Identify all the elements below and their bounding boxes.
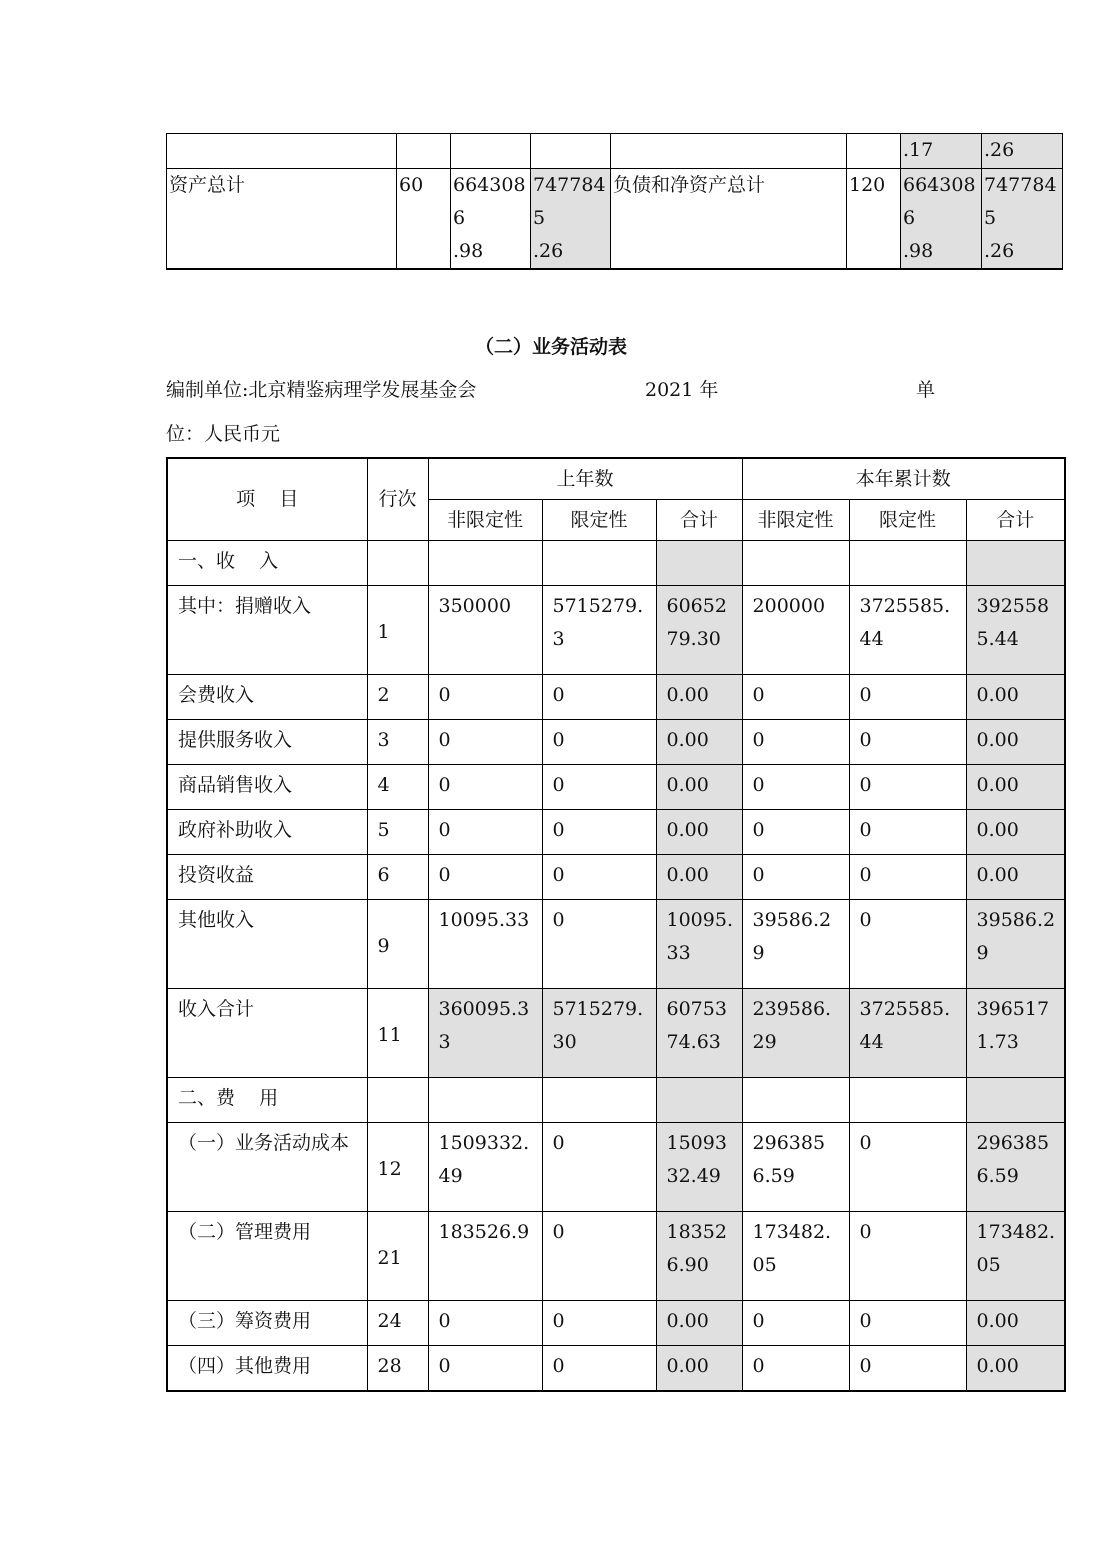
row-value-p-u: 0: [428, 720, 542, 765]
row-value-c-r: 0: [849, 1123, 966, 1212]
header-line: 行次: [367, 458, 428, 541]
table-cell: [847, 134, 901, 169]
table-cell: 120: [847, 169, 901, 270]
row-line-number: 4: [367, 765, 428, 810]
row-value-c-u: 173482.05: [742, 1212, 849, 1301]
cell-line: .26: [984, 240, 1015, 262]
table-cell: [982, 169, 1063, 270]
compiling-unit: [166, 375, 476, 405]
table-cell: [167, 134, 397, 169]
table-cell: [531, 169, 611, 270]
row-line-number: 6: [367, 855, 428, 900]
row-value-c-t: 0.00: [966, 1346, 1065, 1392]
row-value-p-r: 5715279.3: [542, 586, 656, 675]
table-row: [167, 1212, 1065, 1301]
row-item: （一）业务活动成本: [167, 1123, 367, 1212]
row-value-p-u: [428, 541, 542, 586]
row-value-p-t: 0.00: [656, 1346, 742, 1392]
row-value-c-u: 0: [742, 855, 849, 900]
row-value-c-r: 0: [849, 855, 966, 900]
cell-line: .98: [453, 240, 484, 262]
row-value-c-r: 0: [849, 810, 966, 855]
row-value-c-r: 0: [849, 675, 966, 720]
row-line-number: 12: [367, 1123, 428, 1212]
row-line-number: 9: [367, 900, 428, 989]
row-value-c-u: 39586.29: [742, 900, 849, 989]
row-value-c-t: 0.00: [966, 810, 1065, 855]
row-line-number: 21: [367, 1212, 428, 1301]
table-row: [167, 675, 1065, 720]
table-row: [167, 169, 1063, 270]
row-line-number: 28: [367, 1346, 428, 1392]
cell-line: .26: [533, 240, 564, 262]
row-value-p-t: 0.00: [656, 1301, 742, 1346]
table-cell: .26: [982, 134, 1063, 169]
table-row: [167, 1078, 1065, 1123]
table-row: [167, 855, 1065, 900]
row-item: 提供服务收入: [167, 720, 367, 765]
row-value-p-t: 0.00: [656, 810, 742, 855]
row-line-number: 24: [367, 1301, 428, 1346]
row-value-p-u: [428, 1078, 542, 1123]
table-row: [167, 810, 1065, 855]
unit-prefix: 编制单位:: [166, 379, 249, 401]
row-line-number: [367, 1078, 428, 1123]
row-line-number: 1: [367, 586, 428, 675]
row-item: 二、费 用: [167, 1078, 367, 1123]
row-value-c-r: 0: [849, 720, 966, 765]
row-item: 一、收 入: [167, 541, 367, 586]
row-value-c-u: 2963856.59: [742, 1123, 849, 1212]
row-value-p-u: 0: [428, 1346, 542, 1392]
row-value-p-r: [542, 1078, 656, 1123]
table-cell: [397, 134, 451, 169]
row-value-c-u: 0: [742, 1301, 849, 1346]
row-value-c-r: 0: [849, 1212, 966, 1301]
total-liabilities-label: 负债和净资产总计: [611, 169, 847, 270]
row-value-p-t: 1509332.49: [656, 1123, 742, 1212]
row-value-c-u: 0: [742, 810, 849, 855]
row-value-p-t: 10095.33: [656, 900, 742, 989]
table-row: [167, 720, 1065, 765]
row-item: 其中：捐赠收入: [167, 586, 367, 675]
row-value-c-u: [742, 1078, 849, 1123]
row-value-c-r: 3725585.44: [849, 989, 966, 1078]
row-value-p-r: 5715279.30: [542, 989, 656, 1078]
row-value-c-t: 0.00: [966, 675, 1065, 720]
row-value-p-r: 0: [542, 810, 656, 855]
row-value-p-u: 0: [428, 1301, 542, 1346]
table-row: [167, 765, 1065, 810]
table-row: [167, 900, 1065, 989]
header-curr-year: 本年累计数: [742, 458, 1065, 500]
table-cell: [451, 134, 531, 169]
table-cell: 60: [397, 169, 451, 270]
table-row: [167, 586, 1065, 675]
table-cell: [531, 134, 611, 169]
row-item: 商品销售收入: [167, 765, 367, 810]
row-value-c-r: 0: [849, 1301, 966, 1346]
table-row: [167, 541, 1065, 586]
cell-line: 6643086: [453, 174, 526, 229]
row-value-p-r: 0: [542, 1123, 656, 1212]
row-value-c-t: 173482.05: [966, 1212, 1065, 1301]
header-row: [167, 458, 1065, 500]
activity-table-body: [167, 458, 1065, 1391]
cell-line: 7477845: [533, 174, 606, 229]
activity-table: [166, 457, 1066, 1392]
row-value-p-t: 183526.90: [656, 1212, 742, 1301]
row-value-p-u: 183526.9: [428, 1212, 542, 1301]
row-item: 收入合计: [167, 989, 367, 1078]
row-item: 政府补助收入: [167, 810, 367, 855]
row-value-p-t: 0.00: [656, 765, 742, 810]
table-row: [167, 989, 1065, 1078]
row-value-p-u: 0: [428, 855, 542, 900]
row-value-c-t: 0.00: [966, 1301, 1065, 1346]
row-value-p-r: 0: [542, 675, 656, 720]
row-item: 会费收入: [167, 675, 367, 720]
row-value-c-u: 0: [742, 675, 849, 720]
row-value-p-r: [542, 541, 656, 586]
row-value-c-u: 239586.29: [742, 989, 849, 1078]
row-value-c-r: 0: [849, 900, 966, 989]
row-value-c-r: [849, 541, 966, 586]
row-item: 其他收入: [167, 900, 367, 989]
row-line-number: 3: [367, 720, 428, 765]
row-value-p-r: 0: [542, 1212, 656, 1301]
row-value-c-u: [742, 541, 849, 586]
row-value-p-u: 0: [428, 675, 542, 720]
row-value-p-u: 360095.33: [428, 989, 542, 1078]
row-value-p-t: 0.00: [656, 720, 742, 765]
row-value-p-r: 0: [542, 1301, 656, 1346]
row-value-p-t: [656, 1078, 742, 1123]
row-item: 投资收益: [167, 855, 367, 900]
row-value-c-u: 0: [742, 720, 849, 765]
row-value-p-r: 0: [542, 900, 656, 989]
header-curr-total: 合计: [966, 500, 1065, 541]
row-value-c-t: 2963856.59: [966, 1123, 1065, 1212]
header-prev-restricted: 限定性: [542, 500, 656, 541]
row-value-c-r: 0: [849, 1346, 966, 1392]
table-row: [167, 1301, 1065, 1346]
row-value-c-r: 0: [849, 765, 966, 810]
cell-line: 6643086: [903, 174, 976, 229]
row-value-p-u: 1509332.49: [428, 1123, 542, 1212]
row-line-number: 2: [367, 675, 428, 720]
table-row: [167, 1346, 1065, 1392]
row-value-c-u: 0: [742, 765, 849, 810]
row-value-c-r: 3725585.44: [849, 586, 966, 675]
table-cell: [451, 169, 531, 270]
header-prev-year: 上年数: [428, 458, 742, 500]
header-item: 项 目: [167, 458, 367, 541]
row-value-c-t: 0.00: [966, 765, 1065, 810]
table-cell: [611, 134, 847, 169]
report-year: 2021 年: [645, 379, 719, 401]
row-value-p-u: 0: [428, 810, 542, 855]
row-value-p-u: 10095.33: [428, 900, 542, 989]
cell-line: .98: [903, 240, 934, 262]
balance-sheet-fragment: [166, 133, 1063, 270]
row-value-p-t: 6075374.63: [656, 989, 742, 1078]
row-value-p-r: 0: [542, 855, 656, 900]
row-value-c-t: [966, 541, 1065, 586]
table-row: [167, 1123, 1065, 1212]
cell-line: 7477845: [984, 174, 1057, 229]
row-value-p-t: [656, 541, 742, 586]
row-value-p-t: 0.00: [656, 675, 742, 720]
row-value-p-r: 0: [542, 765, 656, 810]
table-cell: .17: [901, 134, 982, 169]
row-value-p-t: 0.00: [656, 855, 742, 900]
row-value-c-t: 3965171.73: [966, 989, 1065, 1078]
table-cell: [901, 169, 982, 270]
row-line-number: 11: [367, 989, 428, 1078]
total-assets-label: 资产总计: [167, 169, 397, 270]
row-value-p-t: 6065279.30: [656, 586, 742, 675]
row-line-number: 5: [367, 810, 428, 855]
row-value-c-t: 0.00: [966, 855, 1065, 900]
row-value-p-r: 0: [542, 1346, 656, 1392]
row-item: （四）其他费用: [167, 1346, 367, 1392]
row-value-c-r: [849, 1078, 966, 1123]
header-curr-unrestricted: 非限定性: [742, 500, 849, 541]
row-value-c-u: 0: [742, 1346, 849, 1392]
row-value-c-u: 200000: [742, 586, 849, 675]
row-line-number: [367, 541, 428, 586]
row-value-p-r: 0: [542, 720, 656, 765]
header-curr-restricted: 限定性: [849, 500, 966, 541]
section-title: （二）业务活动表: [474, 336, 627, 358]
row-item: （二）管理费用: [167, 1212, 367, 1301]
row-value-c-t: [966, 1078, 1065, 1123]
unit-name: 北京精鉴病理学发展基金会: [248, 379, 477, 401]
currency-unit-start: 单: [916, 379, 936, 401]
row-value-c-t: 3925585.44: [966, 586, 1065, 675]
row-value-c-t: 39586.29: [966, 900, 1065, 989]
header-prev-total: 合计: [656, 500, 742, 541]
currency-unit: 位：人民币元: [166, 423, 281, 445]
row-value-c-t: 0.00: [966, 720, 1065, 765]
row-value-p-u: 350000: [428, 586, 542, 675]
header-prev-unrestricted: 非限定性: [428, 500, 542, 541]
row-value-p-u: 0: [428, 765, 542, 810]
row-item: （三）筹资费用: [167, 1301, 367, 1346]
table-row: [167, 134, 1063, 169]
